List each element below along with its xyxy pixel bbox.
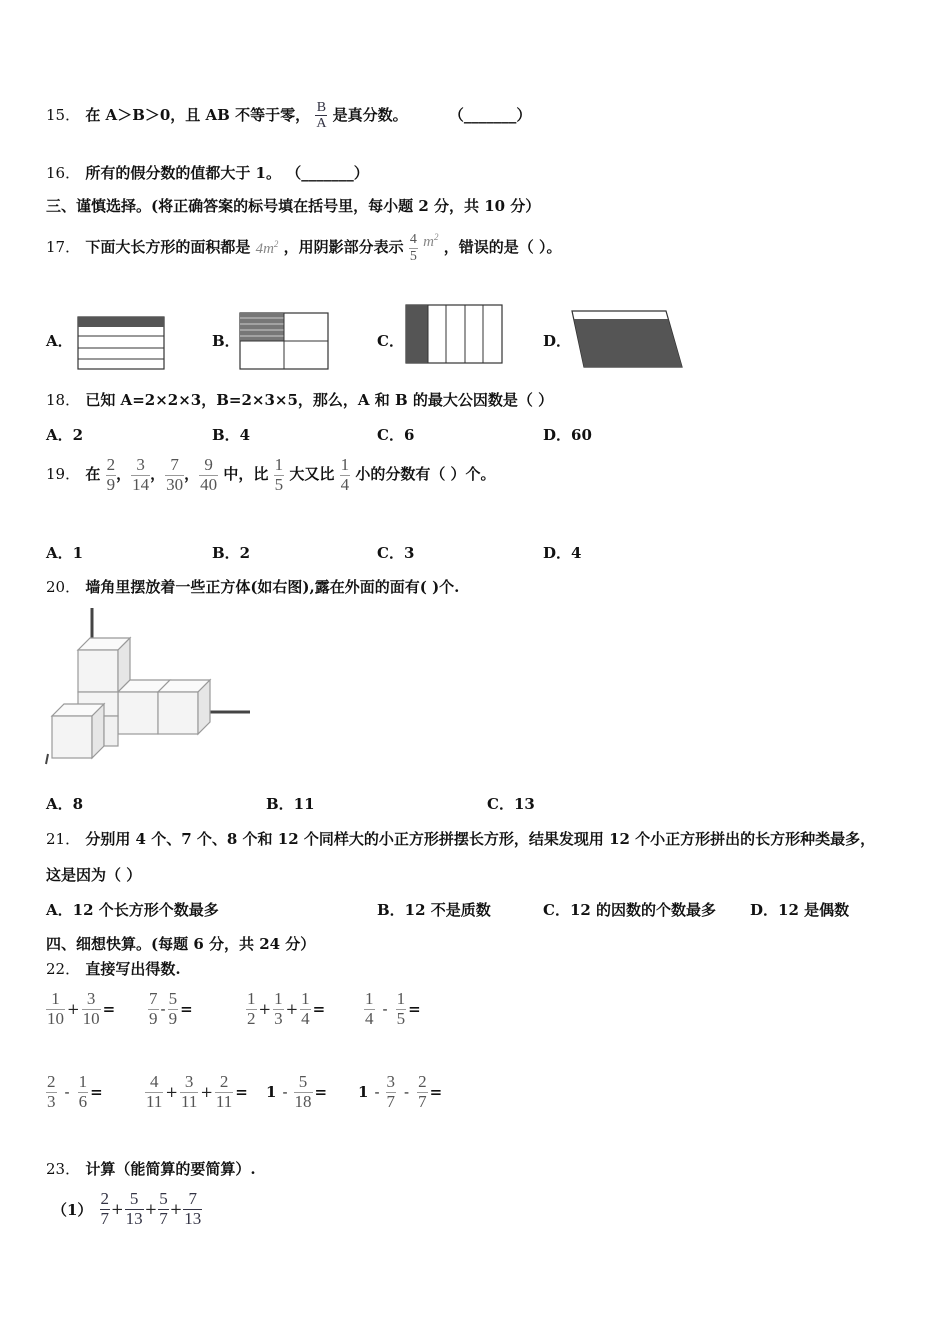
question-text: ，错误的是（ ）。 — [443, 238, 562, 256]
question-text: 在 A＞B＞0，且 AB 不等于零， — [85, 105, 311, 124]
question-16 — [46, 162, 369, 183]
fraction: $\frac{B}{A}$ — [316, 100, 327, 132]
question-text: 中，比 — [223, 465, 269, 484]
expression: $\frac{1}{2}$ + $\frac{1}{3}$ + $\frac{1}{4}$ = — [247, 989, 326, 1028]
question-number: 19． — [46, 465, 81, 484]
question-text: 是真分数。 — [332, 105, 408, 124]
option-d[interactable]: D． — [543, 332, 572, 350]
question-18 — [46, 389, 553, 410]
expression: 1 - $\frac{3}{7}$ - $\frac{2}{7}$ = — [358, 1072, 443, 1111]
question-number: 16． — [46, 164, 81, 182]
expression: $\frac{1}{4}$ - $\frac{1}{5}$ = — [365, 989, 421, 1028]
section-title: 四、细想快算。(每题 6 分，共 24 分） — [46, 935, 316, 953]
question-text: 直接写出得数. — [85, 960, 181, 978]
option-d[interactable]: D．60 — [543, 426, 592, 444]
question-19 — [46, 456, 496, 494]
option-b[interactable]: B． — [212, 332, 240, 350]
option-c[interactable]: C．6 — [377, 426, 415, 444]
question-text: 已知 A=2×2×3，B=2×3×5，那么，A 和 B 的最大公因数是（ ） — [85, 391, 554, 409]
expression: $\frac{1}{10}$ + $\frac{3}{10}$ = — [47, 989, 116, 1028]
option-d[interactable]: D．12 是偶数 — [750, 901, 850, 919]
separator: ， — [116, 465, 132, 484]
option-c[interactable]: C．12 的因数的个数最多 — [543, 901, 717, 919]
question-text: 分别用 4 个、7 个、8 个和 12 个同样大的小正方形拼摆长方形，结果发现用 12 个小正方形拼出的长方形种类最多， — [85, 830, 876, 848]
option-c[interactable]: C．3 — [377, 544, 415, 562]
figure-d — [570, 309, 686, 371]
figure-a — [77, 316, 167, 372]
question-text: 在 — [85, 465, 101, 484]
question-text: 小的分数有（ ）个。 — [355, 465, 496, 484]
expression: $\frac{4}{11}$ + $\frac{3}{11}$ + $\frac{2}{11}$ = — [146, 1072, 248, 1111]
question-22 — [46, 958, 181, 979]
option-c[interactable]: C．13 — [487, 795, 535, 813]
question-text: 所有的假分数的值都大于 1。 （_______） — [85, 164, 369, 182]
question-text: 大又比 — [289, 465, 335, 484]
separator: ， — [150, 465, 166, 484]
question-text: 计算（能简算的要简算）. — [85, 1160, 256, 1178]
section-title: 三、谨慎选择。(将正确答案的标号填在括号里，每小题 2 分，共 10 分） — [46, 197, 541, 215]
unit: $m^2$ — [423, 232, 439, 250]
fraction: $\frac{1}{4}$ — [340, 455, 350, 494]
option-c[interactable]: C． — [377, 332, 404, 350]
expression: $\frac{2}{3}$ - $\frac{1}{6}$ = — [47, 1072, 103, 1111]
question-17 — [46, 232, 561, 264]
option-a[interactable]: A．1 — [46, 544, 84, 562]
question-21-line2: 这是因为（ ） — [46, 866, 142, 884]
area-value: $4m^2$ — [255, 238, 279, 257]
fraction: $\frac{3}{14}$ — [132, 455, 150, 494]
cube-corner-figure — [44, 606, 254, 766]
option-b[interactable]: B．4 — [212, 426, 251, 444]
question-15 — [46, 100, 531, 132]
option-a[interactable]: A． — [46, 332, 73, 350]
question-text: 下面大长方形的面积都是 — [85, 238, 251, 256]
fraction: $\frac{7}{30}$ — [166, 455, 184, 494]
question-number: 22． — [46, 960, 81, 978]
question-20 — [46, 576, 459, 597]
option-b[interactable]: B．2 — [212, 544, 251, 562]
question-number: 18． — [46, 391, 81, 409]
fraction: $\frac{4}{5}$ — [409, 232, 417, 264]
question-text: 墙角里摆放着一些正方体(如右图),露在外面的面有( )个. — [85, 578, 460, 596]
question-number: 20． — [46, 578, 81, 596]
question-number: 17． — [46, 238, 81, 256]
fraction: $\frac{2}{9}$ — [106, 455, 116, 494]
question-23 — [46, 1158, 256, 1179]
expression: （1） $\frac{2}{7}$ + $\frac{5}{13}$ + $\frac{5}{7}$ + $\frac{7}{13}$ — [52, 1189, 202, 1228]
question-number: 23． — [46, 1160, 81, 1178]
expression: 1 - $\frac{5}{18}$ = — [266, 1072, 328, 1111]
figure-c — [405, 304, 505, 366]
option-d[interactable]: D．4 — [543, 544, 582, 562]
question-21 — [46, 828, 875, 849]
fraction: $\frac{9}{40}$ — [200, 455, 218, 494]
option-a[interactable]: A．12 个长方形个数最多 — [46, 901, 219, 919]
option-b[interactable]: B．12 不是质数 — [377, 901, 491, 919]
question-number: 15． — [46, 105, 81, 124]
separator: ， — [184, 465, 200, 484]
question-number: 21． — [46, 830, 81, 848]
option-a[interactable]: A．2 — [46, 426, 84, 444]
fraction: $\frac{1}{5}$ — [274, 455, 284, 494]
answer-blank[interactable]: （_______） — [448, 105, 532, 124]
option-a[interactable]: A．8 — [46, 795, 84, 813]
option-b[interactable]: B．11 — [266, 795, 315, 813]
figure-b — [239, 312, 331, 372]
expression: $\frac{7}{9}$ - $\frac{5}{9}$ = — [149, 989, 193, 1028]
question-text: ，用阴影部分表示 — [283, 238, 404, 256]
